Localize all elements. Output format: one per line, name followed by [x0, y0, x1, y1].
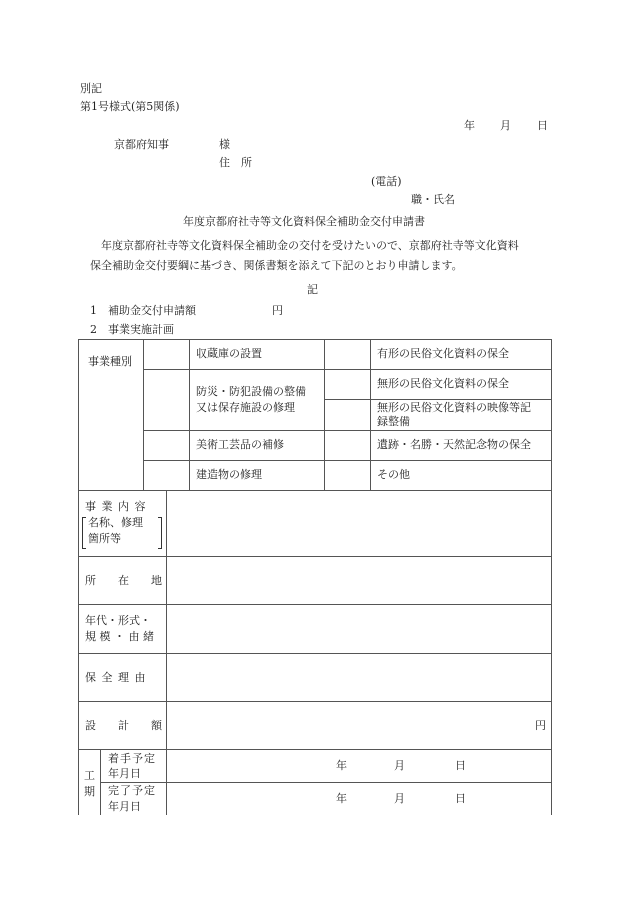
phone-label: (電話): [371, 175, 402, 188]
type-right-4: 遺跡・名勝・天然記念物の保全: [377, 438, 531, 451]
type-left-4: 建造物の修理: [196, 468, 262, 481]
checkbox-cell-sites[interactable]: [325, 431, 369, 460]
design-amount-label: 設 計 額: [85, 719, 162, 732]
end-date-input[interactable]: [167, 783, 551, 815]
end-day: 日: [455, 792, 466, 805]
location-label: 所 在 地: [85, 574, 162, 587]
type-left-3: 美術工芸品の補修: [196, 438, 284, 451]
ki-label: 記: [307, 283, 318, 296]
end-label-1: 完了予定: [108, 784, 156, 797]
content-input[interactable]: [167, 491, 551, 556]
type-header: 事業種別: [88, 355, 132, 368]
body-text-line-1: 年度京都府社寺等文化資料保全補助金の交付を受けたいので、京都府社寺等文化資料: [101, 239, 519, 252]
end-year: 年: [336, 792, 347, 805]
type-right-3b: 録整備: [377, 415, 410, 428]
bracket-left-icon: [82, 517, 86, 549]
location-input[interactable]: [167, 557, 551, 604]
end-month: 月: [394, 792, 405, 805]
name-label: 職・氏名: [411, 193, 455, 206]
bracket-right-icon: [158, 517, 162, 549]
start-label-1: 着手予定: [108, 752, 156, 765]
item-1-number: 1: [90, 304, 97, 317]
content-label: 事 業 内 容: [85, 500, 147, 513]
checkbox-cell-intangible[interactable]: [325, 370, 369, 399]
form-number: 第1号様式(第5関係): [80, 100, 180, 113]
type-left-1: 収蔵庫の設置: [196, 347, 262, 360]
checkbox-cell-tangible[interactable]: [325, 340, 369, 369]
era-label-2: 規 模 ・ 由 緒: [85, 630, 154, 643]
reason-label: 保 全 理 由: [85, 671, 147, 684]
type-right-1: 有形の民俗文化資料の保全: [377, 347, 509, 360]
start-year: 年: [336, 759, 347, 772]
divider: [370, 339, 371, 490]
checkbox-cell-storage[interactable]: [144, 340, 188, 369]
checkbox-cell-disaster[interactable]: [144, 370, 188, 429]
type-left-2a: 防災・防犯設備の整備: [196, 385, 306, 398]
checkbox-cell-other[interactable]: [325, 461, 369, 490]
type-left-2b: 又は保存施設の修理: [196, 401, 295, 414]
type-right-3a: 無形の民俗文化資料の映像等記: [377, 401, 531, 414]
checkbox-cell-video[interactable]: [325, 400, 369, 430]
item-2-number: 2: [90, 323, 97, 336]
content-sub-1: 名称、修理: [88, 516, 143, 529]
table-border-left: [78, 339, 79, 815]
divider: [189, 339, 190, 490]
period-label-2: 期: [84, 785, 95, 798]
table-border-right: [551, 339, 552, 815]
address-label: 住 所: [219, 156, 252, 169]
item-2-label: 事業実施計画: [108, 323, 174, 336]
start-day: 日: [455, 759, 466, 772]
checkbox-cell-building[interactable]: [144, 461, 188, 490]
date-month: 月: [500, 119, 511, 132]
era-label-1: 年代・形式・: [85, 614, 151, 627]
type-right-5: その他: [377, 468, 410, 481]
date-day: 日: [537, 119, 548, 132]
start-date-input[interactable]: [167, 750, 551, 782]
period-label-1: 工: [84, 769, 95, 782]
item-1-label: 補助金交付申請額: [108, 304, 196, 317]
content-sub-2: 箇所等: [88, 532, 121, 545]
annex-label: 別記: [80, 82, 102, 95]
addressee: 京都府知事: [114, 138, 169, 151]
body-text-line-2: 保全補助金交付要綱に基づき、関係書類を添えて下記のとおり申請します。: [90, 259, 463, 272]
start-label-2: 年月日: [108, 767, 141, 780]
reason-input[interactable]: [167, 654, 551, 701]
type-right-2: 無形の民俗文化資料の保全: [377, 377, 509, 390]
era-input[interactable]: [167, 605, 551, 653]
checkbox-cell-art[interactable]: [144, 431, 188, 460]
document-title: 年度京都府社寺等文化資料保全補助金交付申請書: [183, 215, 425, 228]
start-month: 月: [394, 759, 405, 772]
honorific: 様: [219, 138, 230, 151]
design-amount-unit: 円: [535, 719, 546, 732]
design-amount-input[interactable]: [167, 702, 551, 749]
item-1-unit: 円: [272, 304, 283, 317]
end-label-2: 年月日: [108, 800, 141, 813]
date-year: 年: [464, 119, 475, 132]
